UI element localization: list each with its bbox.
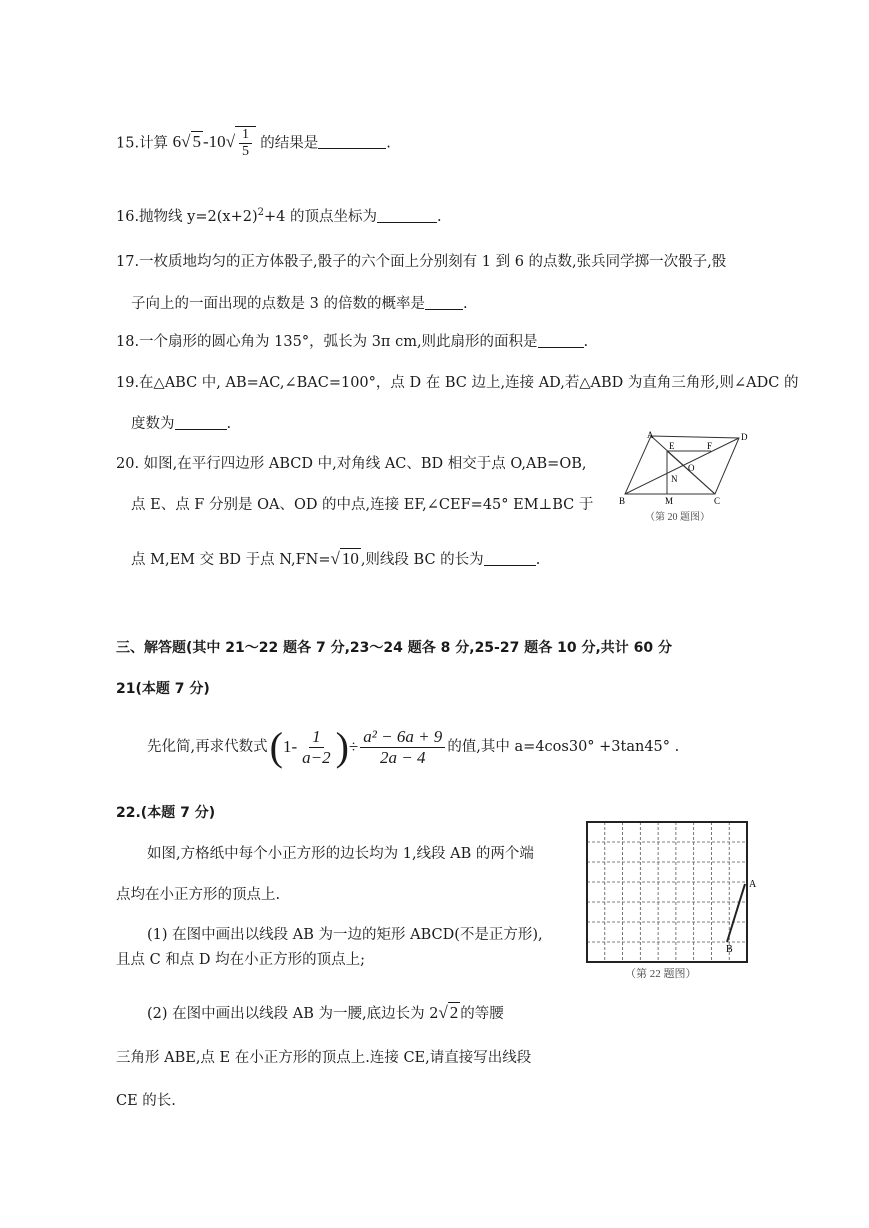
fig20-label-f: F (707, 441, 713, 451)
question-17-line1: 17.一枚质地均匀的正方体骰子,骰子的六个面上分别刻有 1 到 6 的点数,张兵同学掷一次骰子,骰 (116, 254, 727, 270)
question-16: 16.抛物线 $y=2(x+2)^2+4$ 的顶点坐标为 . (116, 207, 442, 225)
fig20-label-a: A (647, 430, 654, 440)
question-18: 18.一个扇形的圆心角为 135°，弧长为 3π cm,则此扇形的面积是 . (116, 334, 589, 350)
question-22-p2b: 且点 C 和点 D 均在小正方形的顶点上; (116, 952, 366, 968)
question-21-title: 21(本题 7 分) (116, 681, 210, 697)
question-17-line2: 子向上的一面出现的点数是 3 的倍数的概率是 . (131, 296, 468, 312)
question-22-p2a: (1) 在图中画出以线段 AB 为一边的矩形 ABCD(不是正方形), (147, 927, 543, 943)
question-20-line3: 点 M,EM 交 BD 于点 N,FN=√ 10 ,则线段 BC 的长为 . (131, 549, 541, 568)
fig20-label-b: B (619, 496, 626, 506)
answer-blank-18[interactable] (538, 332, 584, 348)
expression-15: 6√ 5 -10√ $\frac{1}{5}$ (173, 132, 261, 151)
fig20-label-e: E (669, 441, 675, 451)
question-20-line1: 20. 如图,在平行四边形 ABCD 中,对角线 AC、BD 相交于点 O,AB=OB, (116, 456, 587, 472)
question-22-p3a: (2) 在图中画出以线段 AB 为一腰,底边长为 2√ 2 的等腰 (147, 1003, 504, 1022)
question-22-title: 22.(本题 7 分) (116, 805, 216, 821)
question-15: 15.计算 6√ 5 -10√ $\frac{1}{5}$ 的结果是 . (116, 127, 391, 159)
answer-blank-19[interactable] (175, 414, 227, 430)
fig20-label-n: N (671, 474, 678, 484)
answer-blank-16[interactable] (377, 207, 437, 223)
figure-22-grid (583, 820, 763, 980)
fig20-label-c: C (714, 496, 721, 506)
fig20-label-o: O (688, 463, 695, 473)
question-21-body: 先化简,再求代数式 ( 1- $\frac{1}{a-2}$ ) ÷ $\frac{\text{a² − 6a + 9}}{2a - 4}$ 的值,其中 a=4cos30° +3tan45° . (147, 724, 680, 769)
fig22-label-b: B (726, 944, 733, 955)
segment-ab[interactable] (727, 884, 745, 942)
question-22-p3b: 三角形 ABE,点 E 在小正方形的顶点上.连接 CE,请直接写出线段 (116, 1050, 532, 1066)
figure-20-parallelogram (615, 428, 765, 528)
question-20-line2: 点 E、点 F 分别是 OA、OD 的中点,连接 EF,∠CEF=45° EM⊥BC 于 (131, 497, 594, 513)
fig22-caption: （第 22 题图） (625, 968, 697, 980)
answer-blank-15[interactable] (318, 133, 386, 149)
question-22-p1b: 点均在小正方形的顶点上. (116, 887, 281, 903)
fig20-caption: （第 20 题图） (645, 512, 710, 523)
section-3-title: 三、解答题(其中 21～22 题各 7 分,23～24 题各 8 分,25-27 题各 10 分,共计 60 分 (116, 640, 672, 656)
fig20-label-d: D (741, 432, 748, 442)
fig22-label-a: A (749, 879, 757, 890)
question-22-p3c: CE 的长. (116, 1093, 176, 1109)
question-19-line1: 19.在△ABC 中, AB=AC,∠BAC=100°，点 D 在 BC 边上,连接 AD,若△ABD 为直角三角形,则∠ADC 的 (116, 375, 799, 391)
answer-blank-17[interactable] (425, 294, 463, 310)
answer-blank-20[interactable] (484, 550, 536, 566)
question-22-p1a: 如图,方格纸中每个小正方形的边长均为 1,线段 AB 的两个端 (147, 846, 534, 862)
question-19-line2: 度数为 . (131, 416, 232, 432)
fig20-label-m: M (665, 496, 674, 506)
